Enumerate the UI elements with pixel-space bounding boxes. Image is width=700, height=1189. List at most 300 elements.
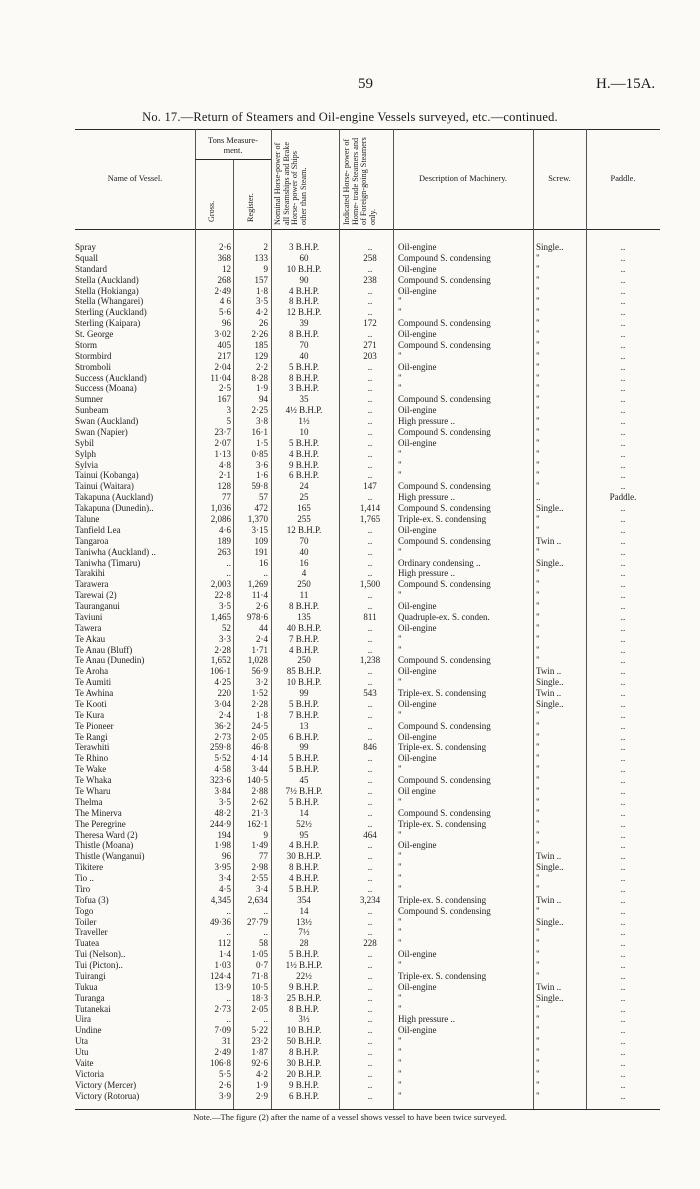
register-tons: 1·8 [256,285,268,296]
table-row [75,699,660,710]
nominal-hp: 12 B.H.P. [286,307,322,318]
screw-type: " [536,720,540,731]
gross-tons: 128 [217,481,231,492]
paddle-type: .. [620,742,626,753]
screw-type: Twin .. [536,688,562,699]
machinery-description: " [398,459,402,470]
machinery-description: Oil-engine [398,437,437,448]
gross-tons: 31 [222,1036,231,1047]
screw-type: Twin .. [536,981,562,992]
table-row [75,373,660,384]
vessel-name: Tikitere [75,862,104,873]
nominal-hp: 5 B.H.P. [288,361,319,372]
table-row [75,960,660,971]
machinery-description: High pressure .. [398,568,455,579]
indicated-hp: .. [367,644,373,655]
vessel-name: Te Aumiti [75,677,112,688]
nominal-hp: 90 [299,274,309,285]
machinery-description: " [398,873,402,884]
screw-type: " [536,709,540,720]
indicated-hp: 1,238 [359,655,381,666]
nominal-hp: 28 [299,938,309,949]
vessel-name: Taviuni [75,611,103,622]
paddle-type: .. [620,601,626,612]
nominal-hp: 5 B.H.P. [288,698,319,709]
table-row [75,470,660,481]
gross-tons: 4·58 [214,764,231,775]
table-row [75,688,660,699]
machinery-description: " [398,938,402,949]
screw-type: " [536,394,540,405]
gross-tons: 3·3 [219,633,231,644]
screw-type: " [536,307,540,318]
register-tons: 46·8 [251,742,268,753]
register-tons: 16·1 [251,426,268,437]
machinery-description: " [398,927,402,938]
nominal-hp: 10 [299,426,309,437]
nominal-hp: 39 [299,318,309,329]
nominal-hp: 60 [299,252,309,263]
screw-type: Twin .. [536,666,562,677]
gross-tons: 3·02 [214,329,231,340]
nominal-hp: 3 B.H.P. [288,383,319,394]
table-row [75,764,660,775]
table-row [75,1014,660,1025]
indicated-hp: .. [367,753,373,764]
gross-tons: 3 [226,405,231,416]
register-tons: 92·6 [251,1058,268,1068]
register-tons: 2·2 [256,361,268,372]
screw-type: " [536,949,540,960]
gross-tons: 2,086 [210,514,231,524]
nominal-hp: 70 [299,535,309,546]
paddle-type: .. [620,905,626,916]
register-tons: 2·98 [251,862,268,873]
screw-type: " [536,1079,540,1090]
indicated-hp: .. [367,818,373,829]
register-tons: 1·05 [251,949,268,960]
indicated-hp: .. [367,916,373,927]
indicated-hp: 464 [363,829,377,840]
table-row [75,993,660,1004]
screw-type: " [536,1014,540,1025]
gross-tons: .. [226,927,231,938]
table-row [75,427,660,438]
vessel-name: Undine [75,1025,102,1036]
machinery-description: " [398,296,402,307]
vessel-name: Tutanekai [75,1003,111,1014]
nominal-hp: 4 [301,568,307,579]
register-tons: 185 [254,339,268,350]
machinery-description: " [398,1090,402,1101]
screw-type: " [536,568,540,579]
screw-type: " [536,579,540,590]
register-tons: 2·26 [251,329,268,340]
machinery-description: " [398,1003,402,1014]
register-tons: 2·55 [251,873,268,884]
screw-type: " [536,590,540,601]
machinery-description: Compound S. condensing [398,720,491,731]
paddle-type: .. [620,894,626,905]
nominal-hp: 13 [299,720,309,731]
paddle-type: .. [620,437,626,448]
vessel-name: Te Rhino [75,753,109,764]
indicated-hp: .. [367,981,373,992]
register-tons: 16 [259,557,268,568]
screw-type: " [536,285,540,296]
nominal-hp: 135 [297,611,311,622]
vessel-name: Togo [75,905,94,916]
machinery-description: Oil-engine [398,329,437,340]
machinery-description: Oil-engine [398,524,437,535]
register-tons: 1·5 [256,437,268,448]
nominal-hp: 7½ B.H.P. [285,786,323,796]
register-tons: 0·7 [256,960,268,971]
machinery-description: Triple-ex. S. condensing [398,970,487,981]
screw-type: " [536,960,540,971]
table-row [75,438,660,449]
vessel-name: Tuirangi [75,970,106,981]
indicated-hp: .. [367,361,373,372]
nominal-hp: 30 B.H.P. [286,1058,322,1068]
gross-tons: 13·9 [214,981,231,992]
register-tons: 44 [259,622,268,633]
register-tons: 4·14 [251,753,268,764]
table-row [75,329,660,340]
header-tons: Tons Measure- ment. [208,136,258,155]
machinery-description: " [398,372,402,383]
table-row [75,362,660,373]
vessel-name: Stella (Hokianga) [75,285,139,296]
paddle-type: .. [620,307,626,318]
table-row [75,927,660,938]
nominal-hp: 1½ B.H.P. [285,960,323,971]
paddle-type: .. [620,481,626,492]
indicated-hp: .. [367,1047,373,1058]
vessel-name: Uta [75,1036,88,1047]
screw-type: " [536,829,540,840]
register-tons: 77 [259,851,268,862]
register-tons: 3·2 [256,677,268,688]
machinery-description: " [398,851,402,862]
screw-type: " [536,416,540,427]
machinery-description: Compound S. condensing [398,579,491,590]
table-row [75,1091,660,1102]
register-tons: 10·5 [251,981,268,992]
vessel-name: Tukua [75,981,98,992]
gross-tons: 12 [222,263,231,274]
vessel-name: Squall [75,252,99,263]
machinery-description: Oil-engine [398,666,437,677]
table-row [75,503,660,514]
gross-tons: 4·6 [219,524,231,535]
nominal-hp: 7 B.H.P. [288,633,319,644]
gross-tons: 36·2 [214,720,231,731]
screw-type: Single.. [536,916,564,927]
table-row [75,318,660,329]
paddle-type: .. [620,568,626,579]
table-row [75,416,660,427]
nominal-hp: 50 B.H.P. [286,1036,322,1047]
gross-tons: 194 [217,829,231,840]
paddle-type: .. [620,1025,626,1036]
table-row [75,579,660,590]
indicated-hp: .. [367,1003,373,1014]
register-tons: 1·87 [251,1047,268,1058]
gross-tons: 2·4 [219,709,231,720]
gross-tons: 77 [222,492,231,503]
indicated-hp: 543 [363,688,377,699]
screw-type: " [536,1090,540,1101]
vessel-name: Te Anau (Bluff) [75,644,133,655]
register-tons: 2·4 [256,633,268,644]
nominal-hp: 4 B.H.P. [288,448,319,459]
nominal-hp: 10 B.H.P. [286,677,322,688]
paddle-type: .. [620,818,626,829]
table-row [75,351,660,362]
screw-type: Single.. [536,862,564,873]
gross-tons: 49·36 [210,916,231,927]
screw-type: " [536,514,540,524]
gross-tons: 1·4 [219,949,231,960]
vessel-name: Te Awhina [75,688,114,699]
register-tons: 191 [254,546,268,557]
screw-type: " [536,426,540,437]
machinery-description: Compound S. condensing [398,394,491,405]
paddle-type: .. [620,459,626,470]
screw-type: Twin .. [536,851,562,862]
screw-type: " [536,372,540,383]
machinery-description: " [398,1058,402,1068]
gross-tons: 5 [226,416,231,427]
table-row [75,917,660,928]
indicated-hp: .. [367,796,373,807]
paddle-type: .. [620,644,626,655]
vessel-name: Success (Auckland) [75,372,147,383]
machinery-description: Oil-engine [398,698,437,709]
indicated-hp: .. [367,1068,373,1079]
vessel-name: Te Kura [75,709,105,720]
machinery-description: " [398,633,402,644]
gross-tons: 23·7 [214,426,231,437]
indicated-hp: 811 [363,611,377,622]
paddle-type: .. [620,263,626,274]
table-row [75,525,660,536]
machinery-description: Oil-engine [398,242,437,252]
table-row [75,1047,660,1058]
nominal-hp: 5 B.H.P. [288,753,319,764]
table-row [75,1069,660,1080]
register-tons: 9 [263,829,268,840]
screw-type: " [536,731,540,742]
paddle-type: .. [620,329,626,340]
indicated-hp: .. [367,764,373,775]
nominal-hp: 9 B.H.P. [288,981,319,992]
register-tons: 21·3 [251,807,268,818]
nominal-hp: 4 B.H.P. [288,644,319,655]
indicated-hp: .. [367,775,373,786]
vessel-name: Storm [75,339,98,350]
gross-tons: 2·49 [214,285,231,296]
machinery-description: Compound S. condensing [398,655,491,666]
register-tons: 3·15 [251,524,268,535]
indicated-hp: .. [367,1058,373,1068]
paddle-type: .. [620,339,626,350]
paddle-type: .. [620,688,626,699]
indicated-hp: .. [367,459,373,470]
vessel-name: Toiler [75,916,97,927]
paddle-type: .. [620,862,626,873]
nominal-hp: 9 B.H.P. [288,1079,319,1090]
gross-tons: 48·2 [214,807,231,818]
table-row [75,710,660,721]
indicated-hp: 147 [363,481,377,492]
nominal-hp: 25 B.H.P. [286,992,322,1003]
register-tons: 133 [254,252,268,263]
gross-tons: 4·8 [219,459,231,470]
register-tons: 2 [263,242,268,252]
table-row [75,851,660,862]
machinery-description: " [398,764,402,775]
indicated-hp: 1,500 [359,579,381,590]
screw-type: " [536,1025,540,1036]
screw-type: " [536,1058,540,1068]
screw-type: " [536,742,540,753]
paddle-type: .. [620,503,626,514]
indicated-hp: 846 [363,742,377,753]
paddle-type: .. [620,590,626,601]
indicated-hp: .. [367,905,373,916]
indicated-hp: .. [367,709,373,720]
screw-type: " [536,873,540,884]
vessel-name: Tofua (3) [75,894,109,905]
paddle-type: .. [620,753,626,764]
nominal-hp: 22½ [296,970,312,981]
nominal-hp: 52½ [296,818,312,829]
nominal-hp: 255 [297,514,311,524]
machinery-description: " [398,590,402,601]
vessel-name: The Minerva [75,807,122,818]
machinery-description: " [398,677,402,688]
gross-tons: 3·95 [214,862,231,873]
machinery-description: Quadruple-ex. S. conden. [398,611,490,622]
machinery-description: Oil-engine [398,263,437,274]
screw-type: " [536,611,540,622]
machinery-description: Oil-engine [398,840,437,851]
table-top-rule [75,129,660,130]
vessel-name: Sterling (Auckland) [75,307,147,318]
register-tons: 56·9 [251,666,268,677]
machinery-description: " [398,1036,402,1047]
header-bottom-rule [75,229,660,230]
screw-type: " [536,361,540,372]
nominal-hp: 9 B.H.P. [288,459,319,470]
indicated-hp: .. [367,296,373,307]
paddle-type: .. [620,274,626,285]
nominal-hp: 7½ [298,927,310,938]
nominal-hp: 354 [297,894,311,905]
register-tons: 1·8 [256,709,268,720]
screw-type: Single.. [536,698,564,709]
register-tons: 3·8 [256,416,268,427]
paddle-type: .. [620,981,626,992]
vessel-name: Tui (Nelson).. [75,949,126,960]
nominal-hp: 5 B.H.P. [288,764,319,775]
nominal-hp: 40 [299,546,309,557]
paddle-type: .. [620,775,626,786]
table-row [75,275,660,286]
paddle-type: .. [620,796,626,807]
paddle-type: .. [620,851,626,862]
screw-type: " [536,753,540,764]
paddle-type: .. [620,350,626,361]
vessel-name: Turanga [75,992,105,1003]
gross-tons: 112 [217,938,231,949]
screw-type: " [536,296,540,307]
paddle-type: .. [620,666,626,677]
paddle-type: .. [620,242,626,252]
vessel-name: Swan (Auckland) [75,416,139,427]
indicated-hp: .. [367,960,373,971]
vessel-name: Traveller [75,927,108,938]
nominal-hp: 40 [299,350,309,361]
nominal-hp: 85 B.H.P. [286,666,322,677]
machinery-description: Oil-engine [398,753,437,764]
screw-type: " [536,252,540,263]
nominal-hp: 40 B.H.P. [286,622,322,633]
register-tons: .. [263,1014,268,1025]
screw-type: Twin .. [536,894,562,905]
indicated-hp: .. [367,394,373,405]
machinery-description: High pressure .. [398,492,455,503]
screw-type: " [536,775,540,786]
gross-tons: 3·5 [219,796,231,807]
nominal-hp: 8 B.H.P. [288,372,319,383]
table-row [75,721,660,732]
indicated-hp: .. [367,307,373,318]
gross-tons: 217 [217,350,231,361]
register-tons: 1,370 [247,514,268,524]
nominal-hp: 165 [297,503,311,514]
screw-type: " [536,807,540,818]
register-tons: 140·5 [247,775,268,786]
paddle-type: .. [620,992,626,1003]
nominal-hp: 3½ [298,1014,310,1025]
register-tons: 2·05 [251,1003,268,1014]
nominal-hp: 3 B.H.P. [288,242,319,252]
gross-tons: 5·6 [219,307,231,318]
screw-type: Twin .. [536,535,562,546]
register-tons: 18·3 [251,992,268,1003]
gross-tons: 52 [222,622,231,633]
indicated-hp: .. [367,405,373,416]
gross-tons: 1·98 [214,840,231,851]
header-indicated-horsepower: Indicated Horse- power of Home- trade Steamers and of Foreign-going Steamers only. [342,137,377,225]
nominal-hp: 8 B.H.P. [288,601,319,612]
machinery-description: Compound S. condensing [398,807,491,818]
paddle-type: .. [620,405,626,416]
nominal-hp: 14 [299,905,309,916]
indicated-hp: .. [367,492,373,503]
machinery-description: Compound S. condensing [398,426,491,437]
register-tons: 5·22 [251,1025,268,1036]
indicated-hp: 172 [363,318,377,329]
register-tons: 94 [259,394,268,405]
register-tons: 11·4 [251,590,268,601]
nominal-hp: 8 B.H.P. [288,1003,319,1014]
vessel-name: Tarakihi [75,568,105,579]
machinery-description: " [398,992,402,1003]
